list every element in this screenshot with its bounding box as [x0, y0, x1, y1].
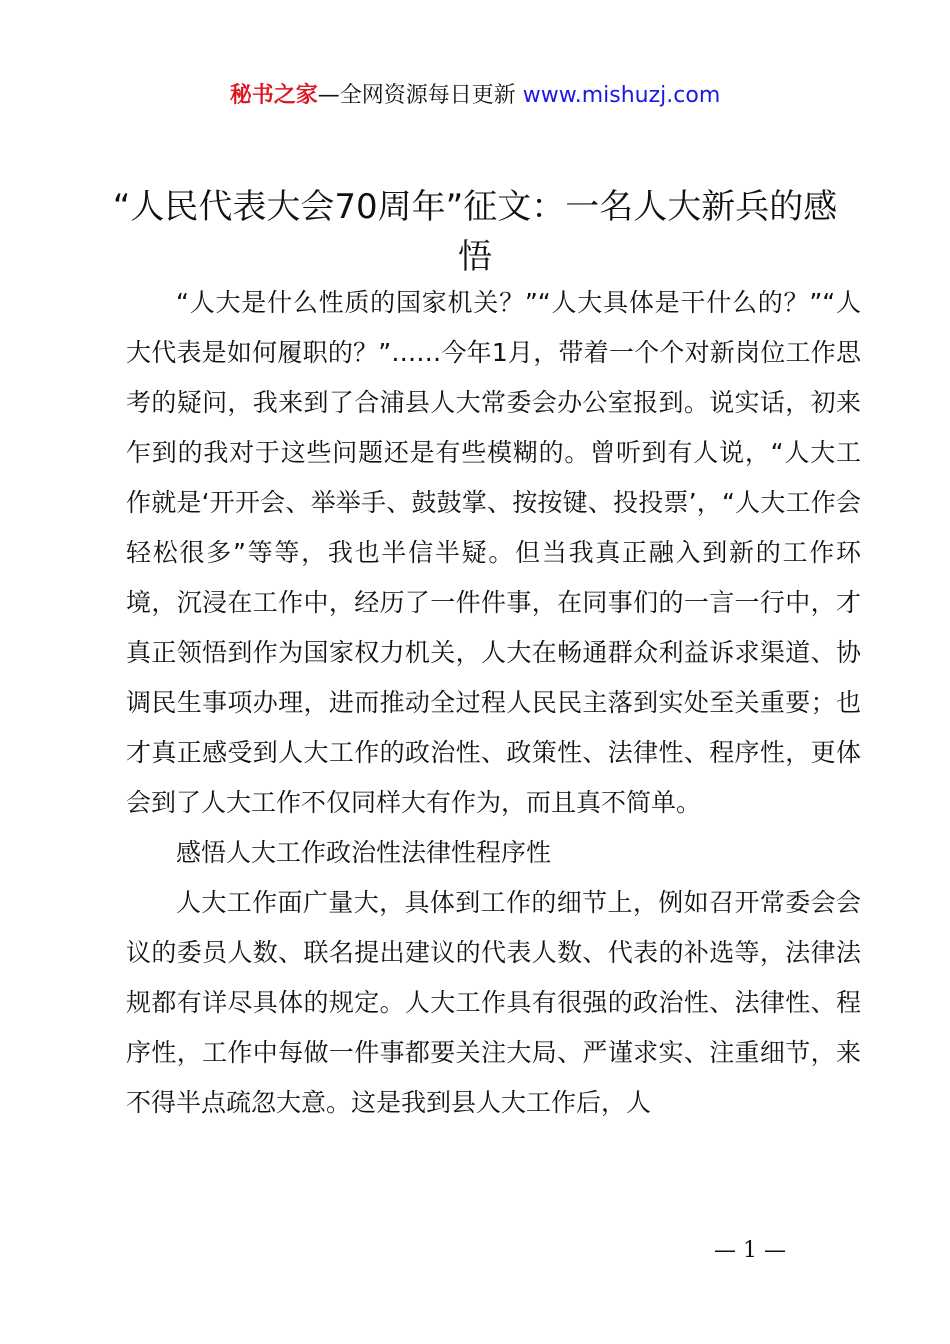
body-paragraph: 人大工作面广量大，具体到工作的细节上，例如召开常委会会议的委员人数、联名提出建议的代表人数、代表的补选等，法律法规都有详尽具体的规定。人大工作具有很强的政治性、法律性、程序性，工作中每做一件事都要关注大局、严谨求实、注重细节，来不得半点疏忽大意。这是我到县人大工作后，人	[126, 888, 861, 1117]
document-body	[126, 278, 861, 1128]
section-subheading: 感悟人大工作政治性法律性程序性	[176, 838, 552, 867]
body-paragraph: “人大是什么性质的国家机关？”“人大具体是干什么的？”“人大代表是如何履职的？”……今年1月，带着一个个对新岗位工作思考的疑问，我来到了合浦县人大常委会办公室报到。说实话，初来乍到的我对于这些问题还是有些模糊的。曾听到有人说，“人大工作就是‘开开会、举举手、鼓鼓掌、按按键、投投票’，“人大工作会轻松很多”等等，我也半信半疑。但当我真正融入到新的工作环境，沉浸在工作中，经历了一件件事，在同事们的一言一行中，才真正领悟到作为国家权力机关，人大在畅通群众利益诉求渠道、协调民生事项办理，进而推动全过程人民民主落到实处至关重要；也才真正感受到人大工作的政治性、政策性、法律性、程序性，更体会到了人大工作不仅同样大有作为，而且真不简单。	[126, 288, 861, 817]
site-url-link[interactable]: www.mishuzj.com	[522, 83, 721, 108]
site-brand: 秘书之家	[229, 83, 318, 108]
page-number: — 1 —	[714, 1238, 786, 1263]
site-header	[0, 80, 950, 112]
site-tagline: —全网资源每日更新	[317, 83, 523, 108]
document-title: “人民代表大会70周年”征文：一名人大新兵的感悟	[112, 187, 838, 277]
